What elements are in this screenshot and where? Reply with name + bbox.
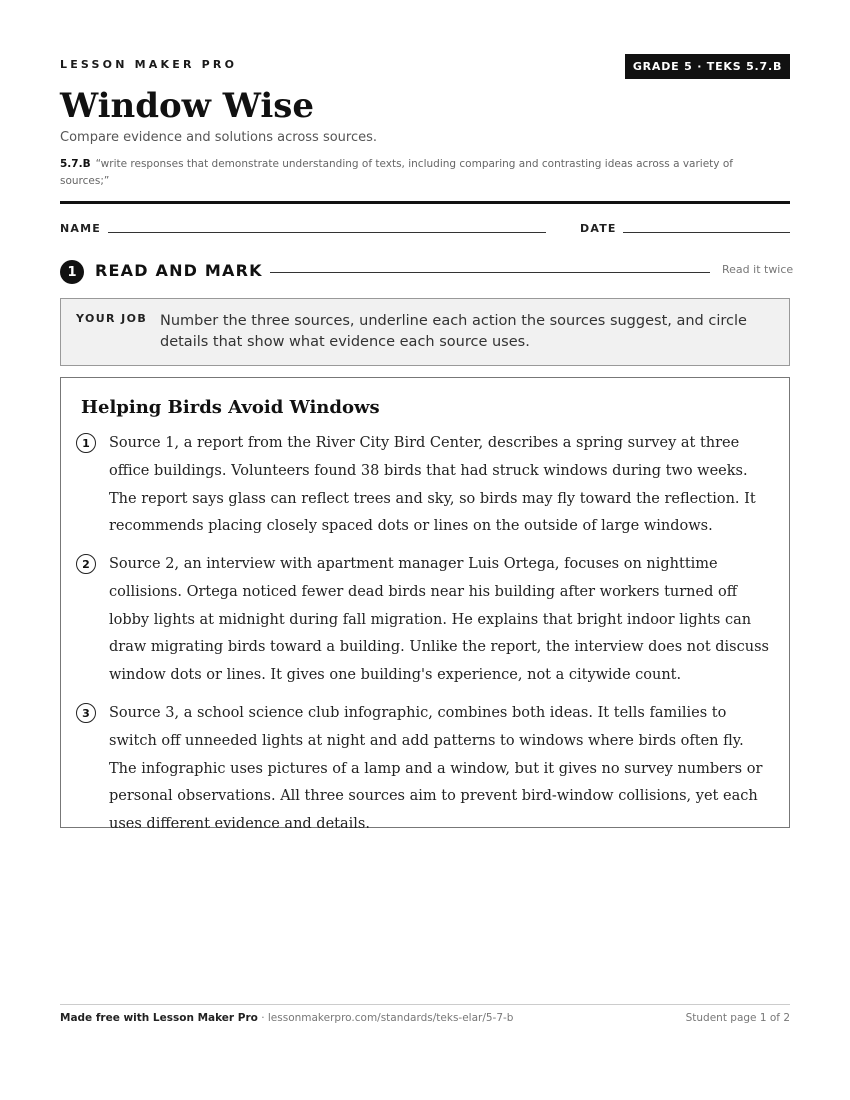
footer-page-number: Student page 1 of 2 [685,1012,790,1024]
paragraph-number-1: 1 [76,433,96,453]
name-field[interactable] [108,232,546,233]
passage-title: Helping Birds Avoid Windows [81,397,380,418]
section-note: Read it twice [722,263,794,276]
footer-divider [60,1004,790,1005]
paragraph-number-2: 2 [76,554,96,574]
standard-description [60,156,780,190]
footer-url: · lessonmakerpro.com/standards/teks-elar/5-7-b [257,1012,514,1024]
your-job-instructions: Number the three sources, underline each action the sources suggest, and circle details that show what evidence each source uses. [160,313,747,350]
standard-text: “write responses that demonstrate understanding of texts, including comparing and contrasting ideas across a variety of sources;” [60,158,733,187]
name-label: NAME [60,222,101,235]
your-job-label: YOUR JOB [76,312,148,325]
section-title: READ AND MARK [95,261,263,280]
brand-name: LESSON MAKER PRO [60,58,238,71]
page-subtitle: Compare evidence and solutions across sources. [60,130,378,145]
page-title: Window Wise [60,86,315,126]
paragraph-2: Source 2, an interview with apartment manager Luis Ortega, focuses on nighttime collisions. Ortega noticed fewer dead birds near his building after workers turned off lobby lights at midnight during fall migration. He explains that bright indoor lights can draw migrating birds toward a building. Unlike the report, the interview does not discuss window dots or lines. It gives one building's experience, not a citywide count. [109,556,769,684]
date-label: DATE [580,222,617,235]
section-divider [270,272,710,273]
step-number-badge: 1 [60,260,84,284]
date-field[interactable] [623,232,790,233]
grade-badge: GRADE 5 · TEKS 5.7.B [625,54,790,79]
footer-credit [60,1012,513,1024]
standard-code: 5.7.B [60,158,91,170]
passage-box [60,377,790,833]
paragraph-1: Source 1, a report from the River City Bird Center, describes a spring survey at three office buildings. Volunteers found 38 birds that had struck windows during two weeks. The report says glass can reflect trees and sky, so birds may fly toward the reflection. It recommends placing closely spaced dots or lines on the outside of large windows. [109,435,756,535]
paragraph-3: Source 3, a school science club infographic, combines both ideas. It tells families to switch off unneeded lights at night and add patterns to windows where birds often fly. The infographic uses pictures of a lamp and a window, but it gives no survey numbers or personal observations. All three sources aim to prevent bird-window collisions, yet each uses different evidence and details. [109,705,763,833]
header-divider [60,201,790,204]
paragraph-number-3: 3 [76,703,96,723]
footer-made-with: Made free with Lesson Maker Pro [60,1012,258,1024]
your-job-box [60,298,790,366]
